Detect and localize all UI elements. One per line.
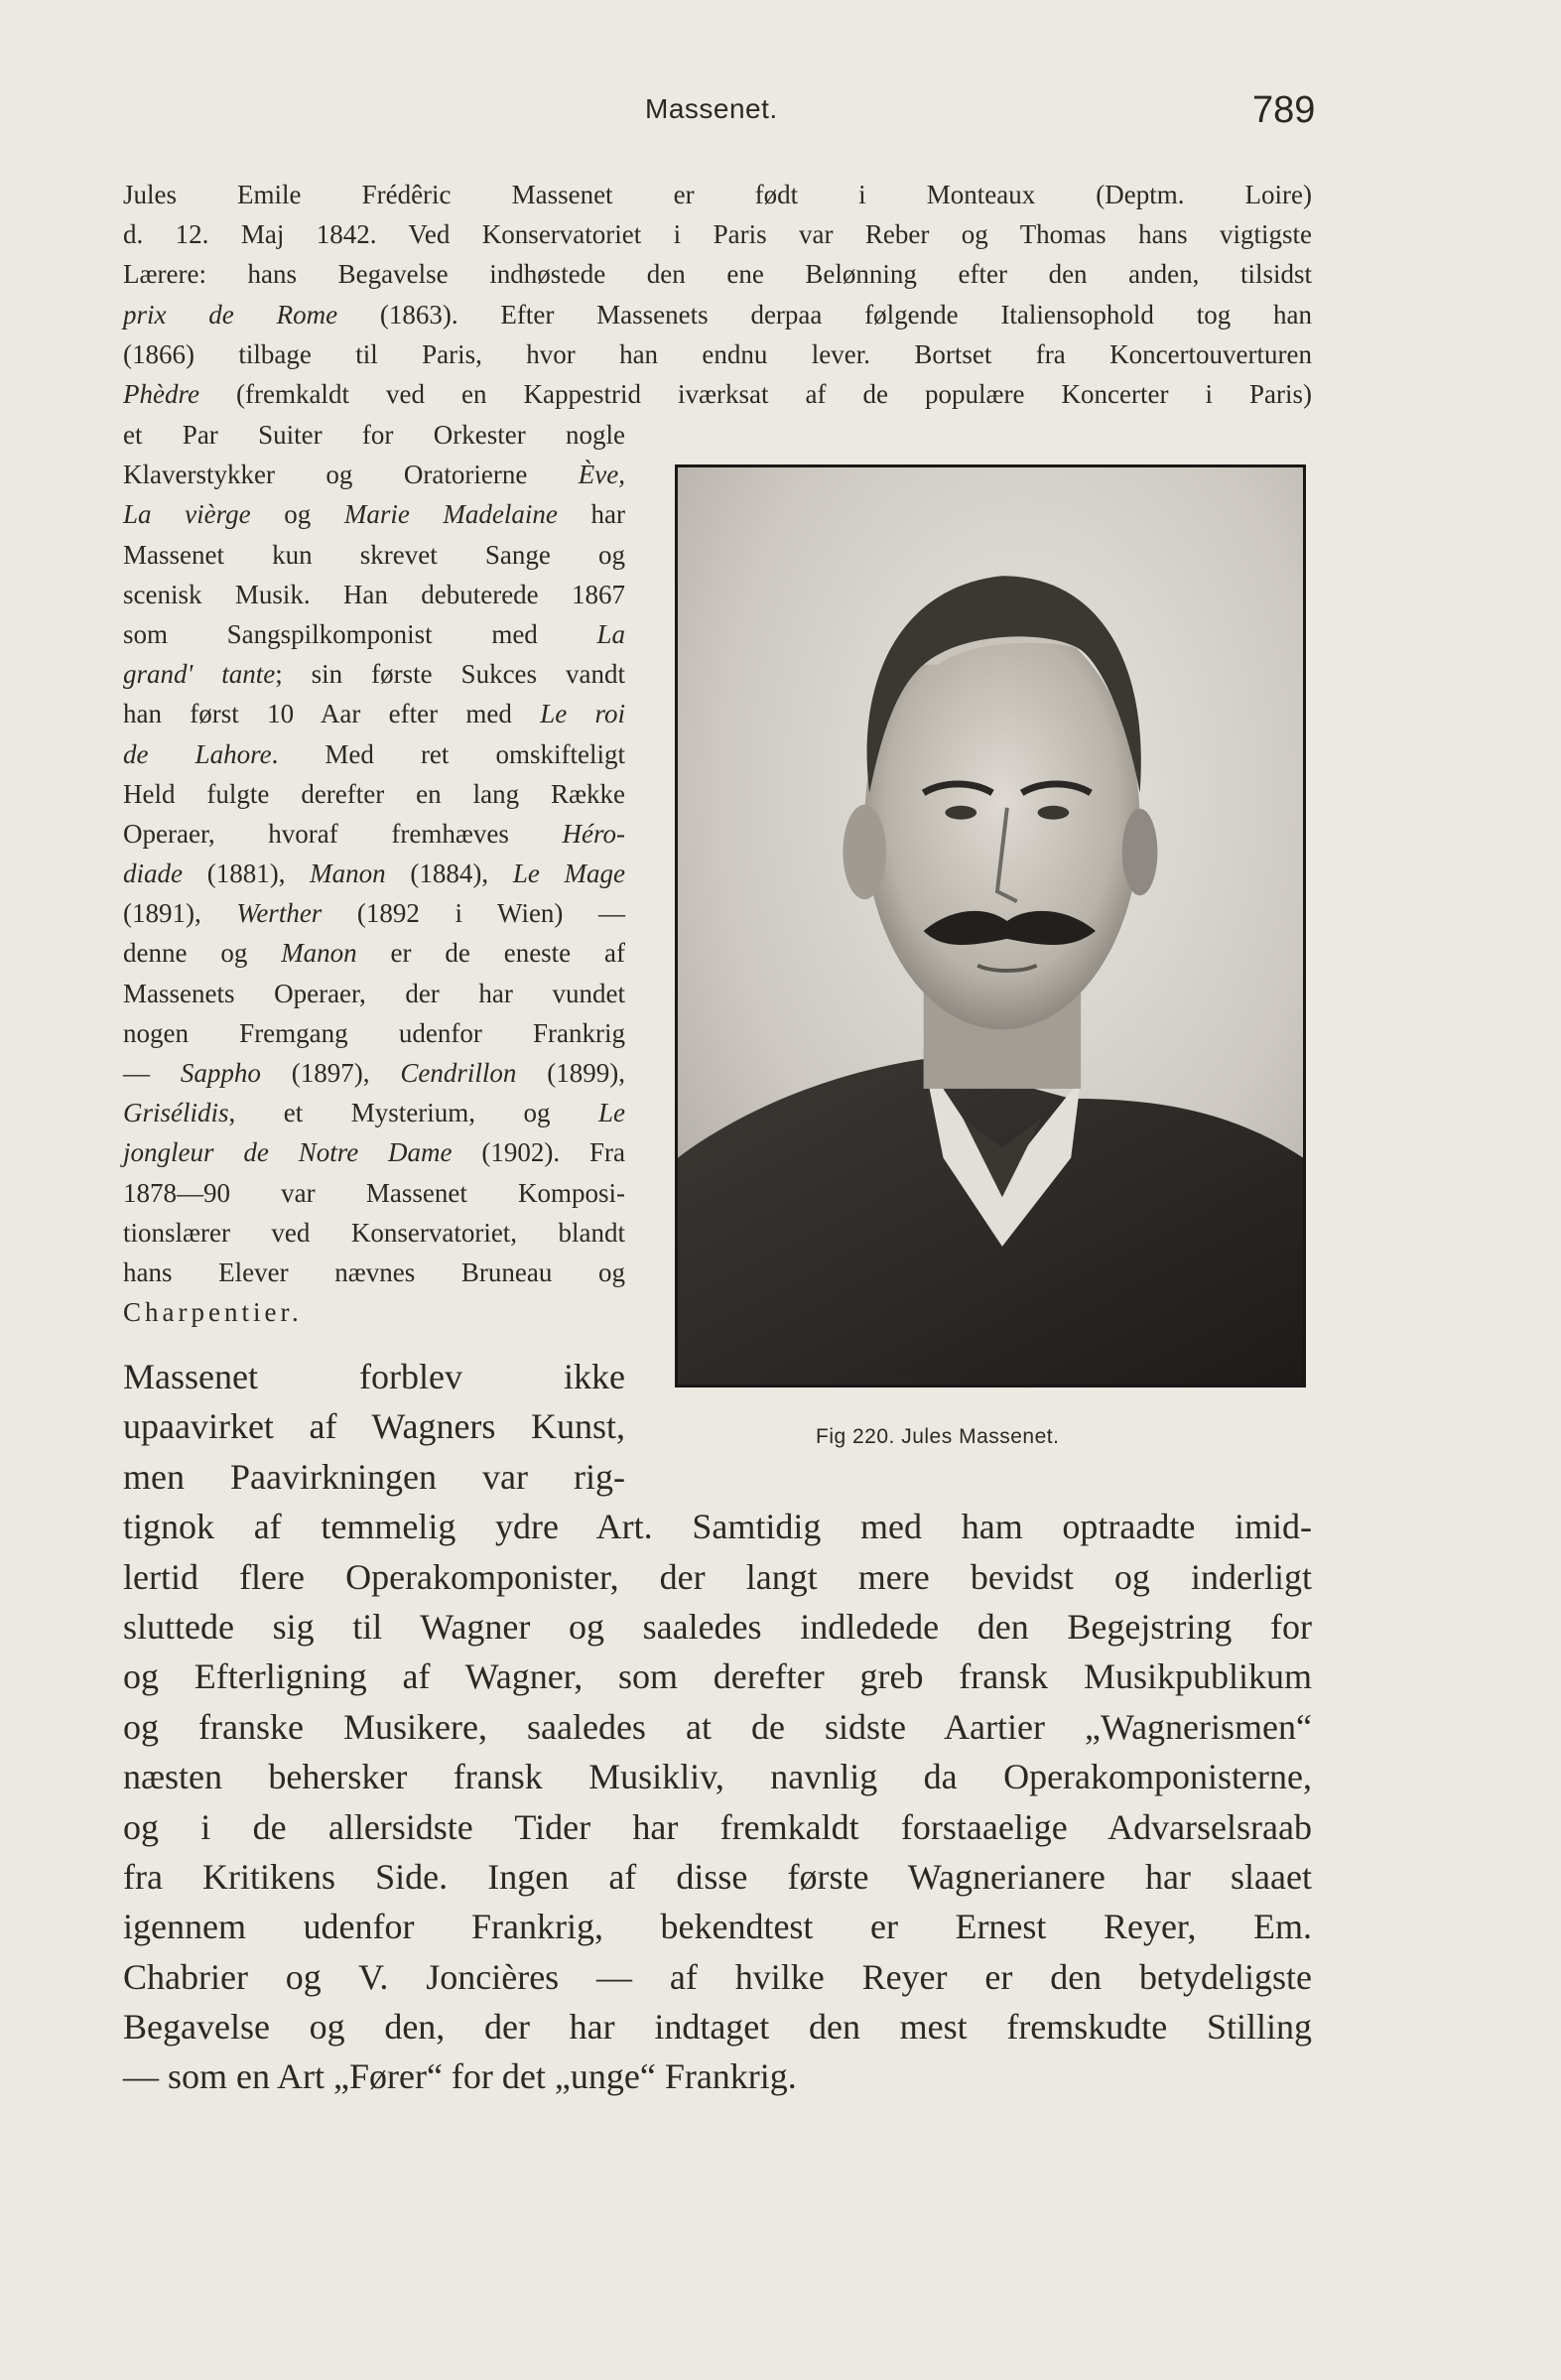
large-paragraph-line: sluttede sig til Wagner og saaledes indledede den Begejstring for — [123, 1606, 1312, 1647]
text-segment: er de eneste af — [356, 938, 625, 969]
left-column-line: scenisk Musik. Han debuterede 1867 — [123, 579, 625, 609]
italic-title: jongleur de Notre Dame — [123, 1137, 453, 1168]
large-narrow-line: men Paavirkningen var rig- — [123, 1456, 625, 1497]
text-segment: ; sin første Sukces vandt — [275, 659, 625, 690]
left-column-line — [123, 1053, 625, 1093]
large-narrow-line: upaavirket af Wagners Kunst, — [123, 1406, 625, 1447]
left-column-line — [123, 694, 625, 733]
running-header: Massenet. — [645, 93, 778, 124]
text-segment: han først 10 Aar efter med — [123, 699, 541, 729]
text-segment: . Med ret omskifteligt — [271, 738, 625, 769]
first-paragraph-line: d. 12. Maj 1842. Ved Konservatoriet i Paris var Reber og Thomas hans vigtigste — [123, 219, 1312, 250]
left-column-line — [123, 734, 625, 774]
first-paragraph-line: (1866) tilbage til Paris, hvor han endnu lever. Bortset fra Koncertouverturen — [123, 338, 1312, 369]
text-segment: (1884), — [385, 859, 513, 889]
first-paragraph-line — [123, 295, 1312, 334]
text-segment: (1897), — [260, 1058, 401, 1088]
large-paragraph-line: næsten behersker fransk Musikliv, navnlig da Operakomponisterne, — [123, 1757, 1312, 1797]
first-paragraph-line — [123, 374, 1312, 414]
large-narrow-line: Massenet forblev ikke — [123, 1357, 625, 1396]
italic-title: Ève, — [578, 460, 625, 490]
text-segment: Klaverstykker og Oratorierne — [123, 460, 579, 490]
left-column-line: hans Elever nævnes Bruneau og — [123, 1256, 625, 1287]
large-paragraph-line: tignok af temmelig ydre Art. Samtidig med ham optraadte imid- — [123, 1507, 1312, 1547]
left-column-line — [123, 1093, 625, 1132]
left-column-line: nogen Fremgang udenfor Frankrig — [123, 1017, 625, 1048]
italic-title: grand' tante — [123, 659, 276, 690]
italic-title: Werther — [236, 898, 323, 929]
large-paragraph-narrow — [123, 1352, 625, 1502]
portrait-photo — [675, 464, 1306, 1388]
italic-title: Cendrillon — [400, 1058, 517, 1088]
text-segment: — — [123, 1058, 181, 1088]
italic-title: Marie Madelaine — [343, 499, 558, 530]
text-segment: (1892 i Wien) — — [322, 898, 625, 929]
italic-title: prix de Rome — [123, 299, 338, 330]
italic-title: Le Mage — [512, 859, 625, 889]
italic-title: La vièrge — [123, 499, 251, 530]
italic-title: diade — [123, 859, 183, 889]
left-column-line — [123, 814, 625, 854]
text-segment: (1899), — [516, 1058, 626, 1088]
left-column-line: Massenet kun skrevet Sange og — [123, 539, 625, 570]
italic-title: Manon — [310, 859, 386, 889]
italic-title: Manon — [281, 938, 357, 969]
left-column-text — [123, 415, 625, 1332]
italic-title: Sappho — [180, 1058, 261, 1088]
text-segment: denne og — [123, 938, 282, 969]
left-column-line: Held fulgte derefter en lang Række — [123, 778, 625, 809]
large-paragraph-line: lertid flere Operakomponister, der langt mere bevidst og inderligt — [123, 1556, 1312, 1597]
large-paragraph-line: Begavelse og den, der har indtaget den mest fremskudte Stilling — [123, 2007, 1312, 2048]
text-segment: (1881), — [183, 859, 311, 889]
large-paragraph-line: og franske Musikere, saaledes at de sidste Aartier „Wagnerismen“ — [123, 1706, 1312, 1747]
left-column-line — [123, 494, 625, 534]
text-segment: (1863). Efter Massenets derpaa følgende Italiensophold tog han — [337, 299, 1312, 330]
left-column-line: et Par Suiter for Orkester nogle — [123, 420, 625, 450]
first-paragraph-line: Lærere: hans Begavelse indhøstede den ene Belønning efter den anden, tilsidst — [123, 259, 1312, 290]
large-paragraph-line: — som en Art „Fører“ for det „unge“ Frankrig. — [123, 2056, 797, 2097]
left-column-line — [123, 854, 625, 893]
italic-title: Le roi — [540, 699, 625, 729]
left-column-line — [123, 893, 625, 933]
left-column-line — [123, 654, 625, 694]
text-segment: og — [250, 499, 344, 530]
first-paragraph — [123, 175, 1312, 414]
large-paragraph-line: igennem udenfor Frankrig, bekendtest er Ernest Reyer, Em. — [123, 1907, 1312, 1947]
text-segment: (1891), — [123, 898, 237, 929]
text-segment: har — [557, 499, 625, 530]
text-segment: (fremkaldt ved en Kappestrid iværksat af de populære Koncerter i Paris) — [198, 378, 1312, 409]
large-paragraph — [123, 1502, 1312, 2102]
text-segment: (1902). Fra — [452, 1137, 625, 1168]
portrait-illustration — [678, 467, 1303, 1385]
text-segment: som Sangspilkomponist med — [123, 618, 597, 649]
large-paragraph-line: og Efterligning af Wagner, som derefter greb fransk Musikpublikum — [123, 1656, 1312, 1697]
figure-caption: Fig 220. Jules Massenet. — [816, 1425, 1060, 1448]
italic-title: Héro- — [562, 818, 625, 849]
italic-title: de Lahore — [123, 738, 272, 769]
page-number: 789 — [1252, 89, 1316, 131]
text-segment: Operaer, hvoraf fremhæves — [123, 818, 563, 849]
left-column-line — [123, 1132, 625, 1172]
left-column-line: tionslærer ved Konservatoriet, blandt — [123, 1217, 625, 1248]
left-column-line — [123, 933, 625, 973]
first-paragraph-line: Jules Emile Frédêric Massenet er født i Monteaux (Deptm. Loire) — [123, 180, 1312, 209]
left-column-line — [123, 455, 625, 494]
text-segment: , et Mysterium, og — [228, 1098, 598, 1128]
left-column-line: Charpentier. — [123, 1297, 303, 1328]
italic-title: Phèdre — [123, 378, 199, 409]
large-paragraph-line: fra Kritikens Side. Ingen af disse første Wagnerianere har slaaet — [123, 1856, 1312, 1897]
left-column-line — [123, 614, 625, 654]
left-column-line: Massenets Operaer, der har vundet — [123, 978, 625, 1008]
large-paragraph-line: og i de allersidste Tider har fremkaldt forstaaelige Advarselsraab — [123, 1806, 1312, 1847]
large-paragraph-line: Chabrier og V. Joncières — af hvilke Reyer er den betydeligste — [123, 1956, 1312, 1997]
italic-title: La — [596, 618, 625, 649]
italic-title: Le — [598, 1098, 625, 1128]
left-column-line: 1878—90 var Massenet Komposi- — [123, 1177, 625, 1208]
italic-title: Grisélidis — [123, 1098, 229, 1128]
